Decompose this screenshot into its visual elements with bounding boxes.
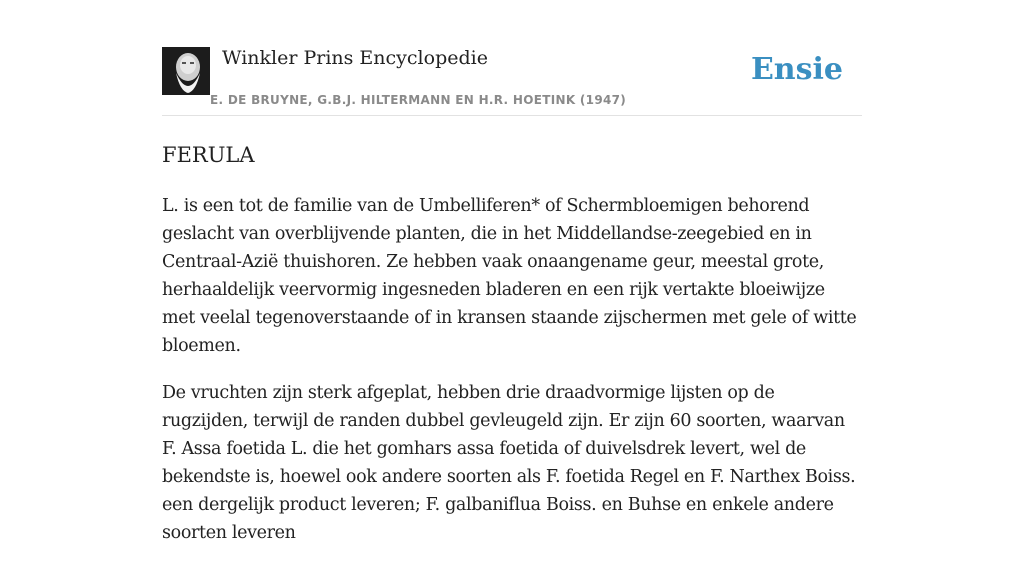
source-title[interactable]: Winkler Prins Encyclopedie [222, 47, 488, 69]
author-avatar[interactable] [162, 47, 210, 95]
source-authors: E. DE BRUYNE, G.B.J. HILTERMANN EN H.R. HOETINK (1947) [210, 93, 627, 107]
brand-logo[interactable]: Ensie [750, 52, 843, 87]
article-paragraph: L. is een tot de familie van de Umbelliferen* of Schermbloemigen behorend geslacht van overblijvende planten, die in het Middellandse-zeegebied en in Centraal-Azië thuishoren. Ze hebben vaak onaangename geur, meestal grote, herhaaldelijk veervormig ingesneden bladeren en een rijk vertakte bloeiwijze met veelal tegenoverstaande of in kransen staande zijschermen met gele of witte bloemen. [162, 196, 857, 356]
bearded-man-portrait-icon [162, 47, 210, 95]
header-divider [162, 115, 862, 116]
source-header [162, 46, 862, 116]
article-body [162, 192, 862, 566]
article-title: FERULA [162, 143, 255, 167]
article-paragraph: De vruchten zijn sterk afgeplat, hebben drie draadvormige lijsten op de rugzijden, terwijl de randen dubbel gevleugeld zijn. Er zijn 60 soorten, waarvan F. Assa foetida L. die het gomhars assa foetida of duivelsdrek levert, wel de bekendste is, hoewel ook andere soorten als F. foetida Regel en F. Narthex Boiss. een dergelijk product leveren; F. galbaniflua Boiss. en Buhse en enkele andere soorten leveren [162, 383, 856, 543]
